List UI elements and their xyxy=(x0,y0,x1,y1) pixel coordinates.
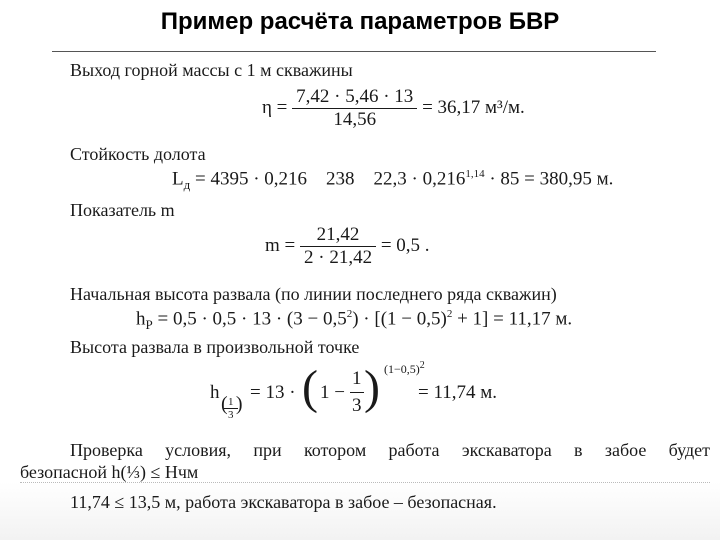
h-symbol: h xyxy=(210,382,220,403)
bottom-divider xyxy=(20,482,710,483)
sub-denominator: 3 xyxy=(224,408,238,421)
result: = 36,17 м³/м. xyxy=(422,96,525,118)
exponent-1: 2 xyxy=(346,308,353,320)
h-subscript: ( 1 3 ) xyxy=(221,393,243,421)
expr-part2: ) · [(1 − 0,5) xyxy=(352,308,447,330)
eta-symbol: η = xyxy=(262,96,288,118)
expr-part1: = 0,5 · 0,5 · 13 · (3 − 0,5 xyxy=(157,308,347,330)
paren-close: ) xyxy=(364,361,380,414)
denominator: 3 xyxy=(350,392,364,419)
expr-tail: · 85 = 380,95 м. xyxy=(489,168,614,190)
label-arbitrary-height: Высота развала в произвольной точке xyxy=(70,337,360,357)
label-rock-yield: Выход горной массы с 1 м скважины xyxy=(70,60,353,80)
denominator: 2 · 21,42 xyxy=(300,246,376,269)
fraction xyxy=(292,86,417,131)
expr-part1: = 4395 · 0,216 xyxy=(194,168,308,190)
expr-tail: + 1] = 11,17 м. xyxy=(457,308,573,330)
label-initial-height: Начальная высота развала (по линии последнего ряда скважин) xyxy=(70,284,557,304)
one-minus: 1 − xyxy=(320,382,345,403)
h-subscript: Р xyxy=(145,317,153,333)
numerator: 1 xyxy=(352,368,362,389)
formula-indicator-m xyxy=(265,224,430,269)
exponent-2: 2 xyxy=(446,308,453,320)
numerator: 21,42 xyxy=(316,224,360,245)
l-symbol: L xyxy=(172,168,184,190)
conclusion-text: 11,74 ≤ 13,5 м, работа экскаватора в забое – безопасная. xyxy=(70,492,497,512)
condition-text-line2: безопасной h(⅓) ≤ Hчм xyxy=(20,462,199,482)
fraction xyxy=(300,224,376,269)
condition-text-line1: Проверка условия, при котором работа экскаватора в забое будет xyxy=(70,440,710,460)
exponent xyxy=(384,360,425,377)
formula-initial-height xyxy=(136,308,572,333)
exponent-power: 2 xyxy=(419,360,425,371)
expr-part1: = 13 · xyxy=(250,382,296,403)
page-title: Пример расчёта параметров БВР xyxy=(160,8,560,35)
expr-part2: 22,3 · 0,216 xyxy=(373,168,466,190)
label-indicator-m: Показатель m xyxy=(70,200,175,220)
exponent-base: (1−0,5) xyxy=(384,362,420,376)
h-symbol: h xyxy=(136,308,146,330)
l-subscript: д xyxy=(183,177,191,193)
formula-bit-durability xyxy=(172,168,613,193)
label-bit-durability: Стойкость долота xyxy=(70,144,206,164)
result: = 0,5 . xyxy=(380,234,430,256)
formula-rock-yield xyxy=(262,86,525,131)
fraction xyxy=(350,366,364,419)
numerator: 7,42 · 5,46 · 13 xyxy=(296,86,414,107)
sub-numerator: 1 xyxy=(228,396,234,408)
paren-open: ( xyxy=(302,361,318,414)
expr-mid: 238 xyxy=(326,168,355,190)
denominator: 14,56 xyxy=(292,108,417,131)
result: = 11,74 м. xyxy=(418,382,498,403)
exponent: 1,14 xyxy=(465,168,485,180)
m-symbol: m = xyxy=(265,234,296,256)
title-divider xyxy=(52,51,656,52)
